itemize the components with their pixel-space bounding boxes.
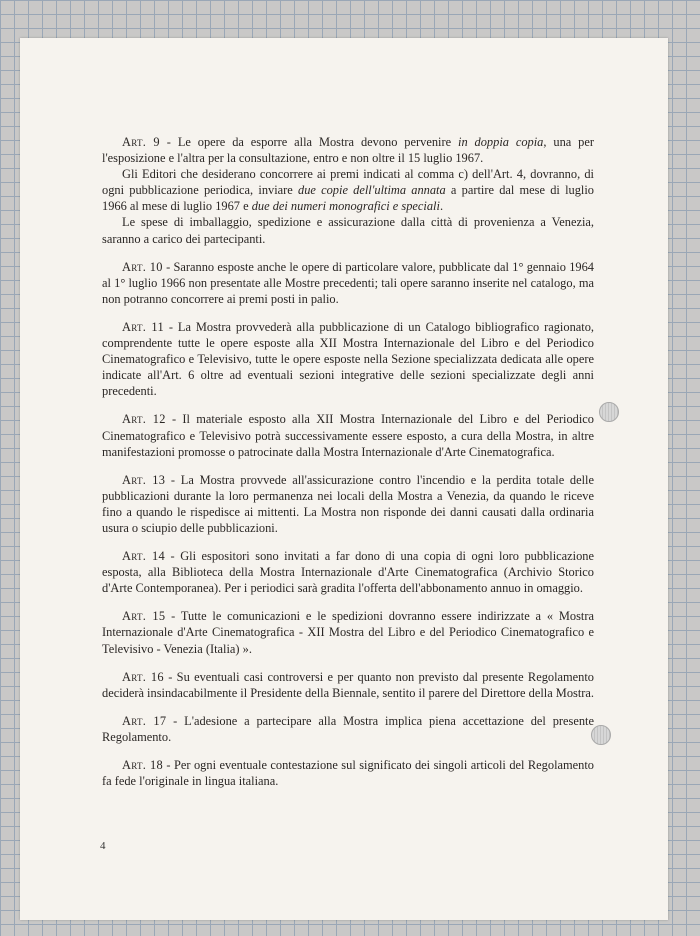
article-paragraph [102, 214, 594, 246]
article [102, 472, 594, 536]
text-run: Il materiale esposto alla XII Mostra Internazionale del Libro e del Periodico Cinematografico e Televisivo potrà successivamente essere esposto, a cura della Mostra, in altre manifestazioni promosse o patrocinate dalla Mostra Internazionale d'Arte Cinematografica. [102, 412, 594, 459]
article-paragraph: Art. 15 - Tutte le comunicazioni e le spedizioni dovranno essere indirizzate a « Mostra Internazionale d'Arte Cinematografica - XII Mostra del Libro e del Periodico Cinematografico e Televisivo - Venezia (Italia) ». [102, 609, 594, 656]
text-run: Tutte le comunicazioni e le spedizioni dovranno essere indirizzate a « Mostra Internazionale d'Arte Cinematografica - XII Mostra del Libro e del Periodico Cinematografico e Televisivo - Venezia (Italia) ». [102, 609, 594, 656]
emphasis-text: due dei numeri monografici e speciali [251, 199, 440, 214]
article-number: Art. 17 [122, 713, 167, 728]
punch-hole [599, 402, 619, 422]
text-run: L'adesione a partecipare alla Mostra implica piena accettazione del presente Regolamento. [102, 713, 594, 744]
article-paragraph: Art. 17 - L'adesione a partecipare alla Mostra implica piena accettazione del presente Regolamento. [102, 713, 594, 744]
text-run: Gli Editori che desiderano concorrere ai premi indicati al comma c) dell'Art. 4, dovranno, di ogni pubblicazione periodica, inviare [102, 167, 594, 198]
article [102, 134, 594, 247]
article [102, 259, 594, 307]
article-paragraph [102, 166, 594, 214]
text-run: Le spese di imballaggio, spedizione e assicurazione dalla città di provenienza a Venezia, saranno a carico dei partecipanti. [102, 215, 594, 246]
text-run: Saranno esposte anche le opere di particolare valore, pubblicate dal 1° gennaio 1964 al 1° luglio 1966 non presentate alle Mostre precedenti; tali opere saranno inserite nel catalogo, ma non potranno concorrere ai premi posti in palio. [102, 259, 594, 306]
emphasis-text: due copie dell'ultima annata [298, 183, 446, 198]
regulation-text [102, 134, 594, 801]
article-number: Art. 11 [122, 319, 164, 334]
text-run: Gli espositori sono invitati a far dono di una copia di ogni loro pubblicazione esposta, alla Biblioteca della Mostra Internazionale d'Arte Cinematografica (Archivio Storico d'Arte Contemporanea). Per i periodici sarà gradita l'offerta dell'abbonamento annuo in omaggio. [102, 549, 594, 596]
article [102, 669, 594, 701]
article-paragraph: Art. 9 - Le opere da esporre alla Mostra devono pervenire in doppia copia, una per l'esposizione e l'altra per la consultazione, entro e non oltre il 15 luglio 1967. [102, 135, 594, 166]
article [102, 757, 594, 789]
text-run: La Mostra provvederà alla pubblicazione di un Catalogo bibliografico ragionato, comprendente tutte le opere esposte alla XII Mostra Internazionale del Libro e del Periodico Cinematografico e Televisivo, tutte le opere esposte nella Sezione specializzata dedicata alle opere indicate all'Art. 6 oltre ad eventuali sezioni integrative delle sezioni specializzate degli anni precedenti. [102, 319, 595, 399]
emphasis-text: in doppia copia [458, 135, 544, 149]
article-paragraph: Art. 14 - Gli espositori sono invitati a far dono di una copia di ogni loro pubblicazione esposta, alla Biblioteca della Mostra Internazionale d'Arte Cinematografica (Archivio Storico d'Arte Contemporanea). Per i periodici sarà gradita l'offerta dell'abbonamento annuo in omaggio. [102, 549, 594, 596]
article-number: Art. 13 [122, 472, 166, 487]
text-run: , una per l'esposizione e l'altra per la consultazione, entro e non oltre il 15 luglio 1967. [102, 135, 594, 166]
article-number: Art. 9 [122, 135, 160, 149]
article [102, 411, 594, 459]
page-number: 4 [100, 840, 106, 852]
article-paragraph: Art. 12 - Il materiale esposto alla XII Mostra Internazionale del Libro e del Periodico Cinematografico e Televisivo potrà successivamente essere esposto, a cura della Mostra, in altre manifestazioni promosse o patrocinate dalla Mostra Internazionale d'Arte Cinematografica. [102, 412, 594, 459]
article [102, 608, 594, 656]
article [102, 713, 594, 745]
article-number: Art. 16 [122, 669, 164, 684]
article [102, 548, 594, 596]
document-page [20, 38, 668, 920]
text-run: Per ogni eventuale contestazione sul significato dei singoli articoli del Regolamento fa fede l'originale in lingua italiana. [102, 758, 594, 789]
text-run: Su eventuali casi controversi e per quanto non previsto dal presente Regolamento deciderà insindacabilmente il Presidente della Biennale, sentito il parere del Direttore della Mostra. [102, 669, 595, 700]
punch-hole [591, 725, 611, 745]
article-paragraph: Art. 10 - Saranno esposte anche le opere di particolare valore, pubblicate dal 1° gennaio 1964 al 1° luglio 1966 non presentate alle Mostre precedenti; tali opere saranno inserite nel catalogo, ma non potranno concorrere ai premi posti in palio. [102, 259, 594, 306]
article-number: Art. 10 [122, 259, 163, 274]
article-number: Art. 18 [122, 758, 163, 772]
article-paragraph: Art. 16 - Su eventuali casi controversi e per quanto non previsto dal presente Regolamento deciderà insindacabilmente il Presidente della Biennale, sentito il parere del Direttore della Mostra. [102, 669, 595, 700]
article-number: Art. 12 [122, 412, 166, 427]
article-paragraph: Art. 18 - Per ogni eventuale contestazione sul significato dei singoli articoli del Regolamento fa fede l'originale in lingua italiana. [102, 758, 594, 789]
text-run: . [439, 199, 444, 214]
article-number: Art. 14 [122, 549, 166, 564]
text-run: Le opere da esporre alla Mostra devono pervenire [177, 135, 458, 149]
text-run: La Mostra provvede all'assicurazione contro l'incendio e la perdita totale delle pubblicazioni durante la loro permanenza nei locali della Mostra a Venezia, da quando le riceve fino a quando le rispedisce ai mittenti. La Mostra non risponde dei danni causati dalla ordinaria usura o sciupio delle pubblicazioni. [102, 472, 594, 535]
article-paragraph: Art. 11 - La Mostra provvederà alla pubblicazione di un Catalogo bibliografico ragionato, comprendente tutte le opere esposte alla XII Mostra Internazionale del Libro e del Periodico Cinematografico e Televisivo, tutte le opere esposte nella Sezione specializzata dedicata alle opere indicate all'Art. 6 oltre ad eventuali sezioni integrative delle sezioni specializzate degli anni precedenti. [102, 319, 595, 399]
article-paragraph: Art. 13 - La Mostra provvede all'assicurazione contro l'incendio e la perdita totale delle pubblicazioni durante la loro permanenza nei locali della Mostra a Venezia, da quando le riceve fino a quando le rispedisce ai mittenti. La Mostra non risponde dei danni causati dalla ordinaria usura o sciupio delle pubblicazioni. [102, 472, 594, 535]
article-number: Art. 15 [122, 609, 166, 624]
text-run: a partire dal mese di luglio 1966 al mese di luglio 1967 e [102, 183, 594, 214]
article [102, 319, 594, 399]
